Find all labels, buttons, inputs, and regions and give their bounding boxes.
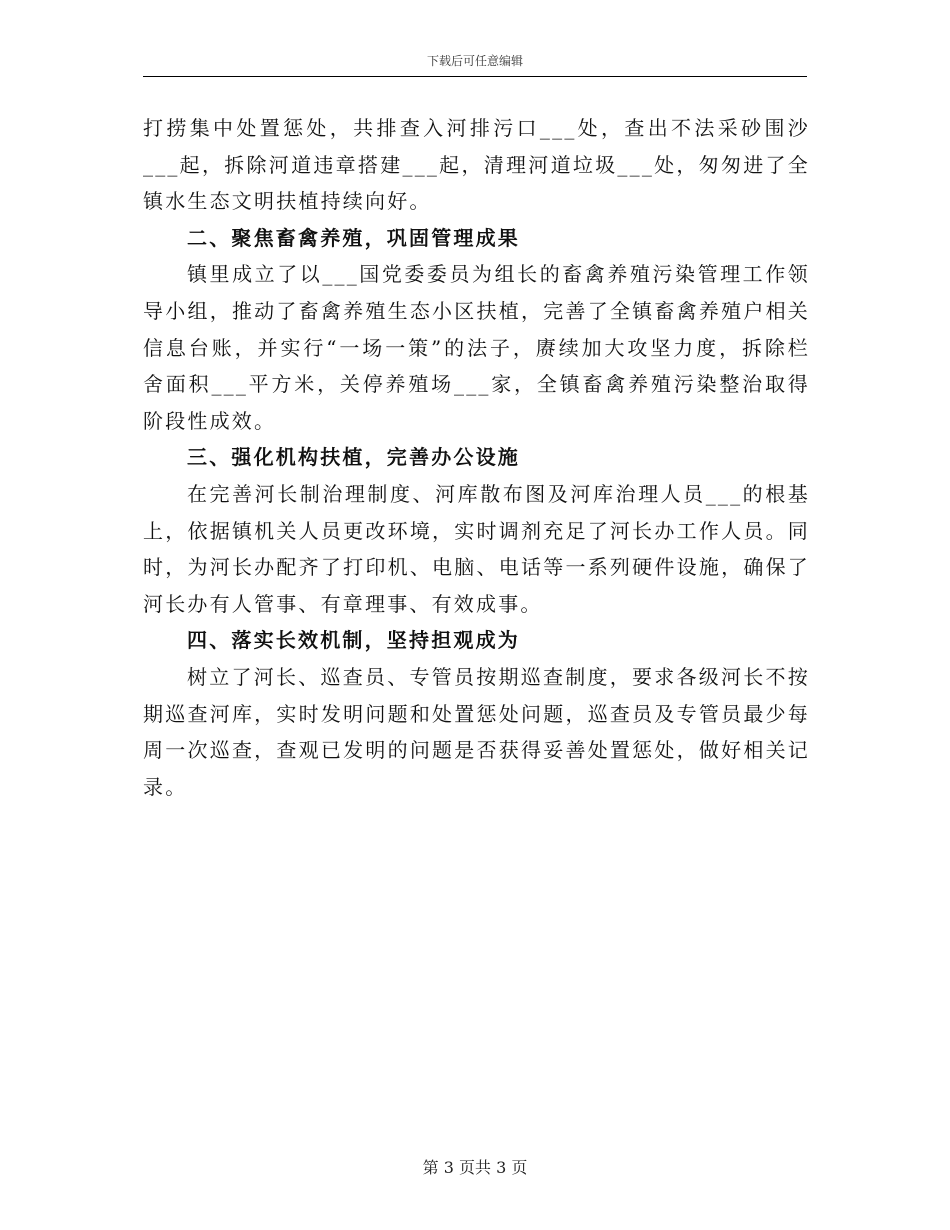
paragraph-livestock: 镇里成立了以___国党委委员为组长的畜禽养殖污染管理工作领导小组，推动了畜禽养殖生态小区扶植，完善了全镇畜禽养殖户相关信息台账，并实行“一场一策”的法子，赓续加大攻坚力度，拆除栏舍面积___平方米，关停养殖场___家，全镇畜禽养殖污染整治取得阶段性成效。	[143, 262, 810, 433]
paragraph-institution: 在完善河长制治理制度、河库散布图及河库治理人员___的根基上，依据镇机关人员更改环境，实时调剂充足了河长办工作人员。同时，为河长办配齐了打印机、电脑、电话等一系列硬件设施，确保了河长办有人管事、有章理事、有效成事。	[143, 481, 810, 616]
paragraph-river-cleanup: 打捞集中处置惩处，共排查入河排污口___处，查出不法采砂围沙___起，拆除河道违章搭建___起，清理河道垃圾___处，匆匆进了全镇水生态文明扶植持续向好。	[143, 116, 810, 214]
document-body	[143, 110, 810, 805]
header-divider	[143, 76, 807, 77]
section-heading-mechanism: 四、落实长效机制，坚持担观成为	[187, 628, 520, 653]
page-header: 下载后可任意编辑	[426, 54, 523, 68]
page-number: 第 3 页共 3 页	[422, 1158, 528, 1177]
section-heading-institution: 三、强化机构扶植，完善办公设施	[187, 445, 520, 470]
section-heading-livestock: 二、聚焦畜禽养殖，巩固管理成果	[187, 225, 520, 250]
paragraph-mechanism: 树立了河长、巡查员、专管员按期巡查制度，要求各级河长不按期巡查河库，实时发明问题和处置惩处问题，巡查员及专管员最少每周一次巡查，查观已发明的问题是否获得妥善处置惩处，做好相关记录。	[143, 664, 810, 799]
